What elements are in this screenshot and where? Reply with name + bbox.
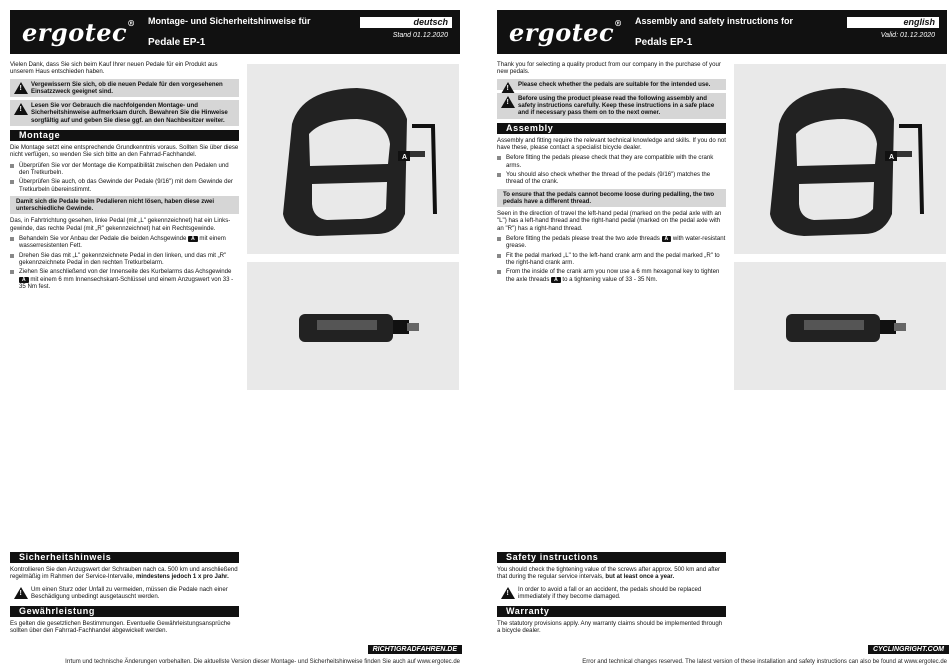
list-item: From the inside of the crank arm you now use a 6 mm hexagonal key to tighten the axle threads A to a tightening value of 33 - 35 Nm. <box>497 268 726 283</box>
version-date: Stand 01.12.2020 <box>392 32 448 39</box>
step-list <box>10 235 239 290</box>
thread-paragraph: Seen in the direction of travel the left-hand pedal (marked on the pedal axle with an "L") has a left-hand thread and the right-hand pedal (marked on the pedal axle with an "R") has a right-hand thread. <box>497 210 722 232</box>
footer-note: Error and technical changes reserved. The latest version of these installation and safety instructions can also be found at www.ergotec.de <box>582 659 947 665</box>
bottom-section <box>10 548 239 638</box>
warning-box: ! Vergewissern Sie sich, ob die neuen Pedale für den vorgesehenen Einsatzzweck geeignet sind. <box>10 79 239 98</box>
thread-note: To ensure that the pedals cannot become loose during pedalling, the two pedals have a different thread. <box>497 189 726 208</box>
section-heading-assembly: Assembly <box>497 123 726 134</box>
warranty-paragraph: The statutory provisions apply. Any warranty claims should be implemented through a bicycle dealer. <box>497 620 723 635</box>
section-heading-warranty: Gewährleistung <box>10 606 239 617</box>
page-german <box>5 0 475 669</box>
list-item: You should also check whether the thread of the pedals (9/16") matches the thread of the crank. <box>497 171 726 186</box>
list-item: Überprüfen Sie auch, ob das Gewinde der Pedale (9/16") mit dem Gewinde der Tretkurbeln übereinstimmt. <box>10 178 239 193</box>
svg-text:A: A <box>402 154 408 161</box>
warning-box: ! Lesen Sie vor Gebrauch die nachfolgenden Montage- und Sicherheitshinweise aufmerksam durch. Bewahren Sie die Hinweise sorgfältig auf und geben Sie diese ggf. an den Nachbesitzer weiter. <box>10 100 239 126</box>
check-list <box>497 154 726 185</box>
label-a-badge: A <box>19 277 29 283</box>
montage-paragraph: Die Montage setzt eine entsprechende Grundkenntnis voraus. Sollten Sie über diese nicht verfügen, so wenden Sie sich bitte an den Fahrrad-Fachhandel. <box>10 144 239 159</box>
label-a-badge: A <box>551 277 561 283</box>
section-heading-warranty: Warranty <box>497 606 726 617</box>
step-list <box>497 235 726 283</box>
list-item: Überprüfen Sie vor der Montage die Kompatibilität zwischen den Pedalen und den Tretkurbeln. <box>10 162 239 177</box>
website-badge: RICHTIGRADFAHREN.DE <box>368 645 462 654</box>
language-label: english <box>847 17 939 28</box>
footer-note: Irrtum und technische Änderungen vorbehalten. Die aktuellste Version dieser Montage- und Sicherheitshinweise finden Sie auch auf www.ergotec.de <box>65 659 460 665</box>
warranty-paragraph: Es gelten die gesetzlichen Bestimmungen. Eventuelle Gewährleistungsansprüche sollten über den Fahrrad-Fachhandel abgewickelt werden. <box>10 620 231 635</box>
safety-paragraph: You should check the tightening value of the screws after approx. 500 km and after that during the regular service intervals, but at least once a year. <box>497 566 721 581</box>
safety-paragraph: Kontrollieren Sie den Anzugswert der Schrauben nach ca. 500 km und anschließend regelmäßig im Rahmen der Service-Intervalle, mindestens jedoch 1 x pro Jahr. <box>10 566 238 581</box>
list-item: Before fitting the pedals please check that they are compatible with the crank arms. <box>497 154 726 169</box>
svg-text:A: A <box>889 154 895 161</box>
pedal-side-image <box>734 262 946 390</box>
warning-icon <box>501 96 515 108</box>
thread-paragraph: Das, in Fahrtrichtung gesehen, linke Pedal (mit „L" gekennzeichnet) hat ein Linksgewinde, das rechte Pedal (mit „R" gekennzeichnet) hat ein Rechtsgewinde. <box>10 217 231 232</box>
section-heading-montage: Montage <box>10 130 239 141</box>
pedal-top-image <box>247 64 459 254</box>
language-label: deutsch <box>360 17 452 28</box>
pedal-top-illustration <box>734 64 946 254</box>
warning-box: ! In order to avoid a fall or an accident, the pedals should be replaced immediately if they become damaged. <box>497 584 726 603</box>
header-title: Assembly and safety instructions for <box>635 16 794 26</box>
label-a-badge: A <box>188 236 198 242</box>
warning-icon <box>14 82 28 94</box>
warning-icon <box>501 82 515 94</box>
section-heading-safety: Safety instructions <box>497 552 726 563</box>
website-badge: CYCLINGRIGHT.COM <box>868 645 949 654</box>
header-title: Montage- und Sicherheitshinweise für <box>148 16 311 26</box>
header-bar <box>497 10 947 54</box>
list-item: Fit the pedal marked „L" to the left-hand crank arm and the pedal marked „R" to the right-hand crank arm. <box>497 252 726 267</box>
main-column <box>497 61 726 286</box>
pedal-side-image <box>247 262 459 390</box>
header-model: Pedals EP-1 <box>635 37 693 48</box>
label-a-badge: A <box>662 236 672 242</box>
check-list <box>10 162 239 193</box>
intro-text: Vielen Dank, dass Sie sich beim Kauf Ihrer neuen Pedale für ein Produkt aus unserem Haus entschieden haben. <box>10 61 218 76</box>
main-column <box>10 61 239 293</box>
header-bar <box>10 10 460 54</box>
section-heading-safety: Sicherheitshinweis <box>10 552 239 563</box>
header-model: Pedale EP-1 <box>148 37 206 48</box>
warning-box: ! Um einen Sturz oder Unfall zu vermeiden, müssen die Pedale nach einer Beschädigung unbedingt ausgetauscht werden. <box>10 584 239 603</box>
warning-icon <box>501 587 515 599</box>
version-date: Valid: 01.12.2020 <box>880 32 935 39</box>
warning-box: ! Before using the product please read the following assembly and safety instructions carefully. Keep these instructions in a safe place and if necessary pass them on to the next owner. <box>497 93 726 119</box>
list-item: Before fitting the pedals please treat the two axle threads A with water-resistant grease. <box>497 235 726 250</box>
list-item: Ziehen Sie anschließend von der Innenseite des Kurbelarms das Achsgewinde A mit einem 6 mm Innensechskant-Schlüssel und einem Anzugswert von 33 - 35 Nm fest. <box>10 268 239 290</box>
brand-logo: ergotec® <box>509 18 623 47</box>
list-item: Behandeln Sie vor Anbau der Pedale die beiden Achsgewinde A mit einem wasserresistenten Fett. <box>10 235 239 250</box>
pedal-side-illustration <box>734 262 946 390</box>
assembly-paragraph: Assembly and fitting require the relevant technical knowledge and skills. If you do not have these, please contact a specialist bicycle dealer. <box>497 136 726 152</box>
brand-logo: ergotec® <box>22 18 136 47</box>
pedal-top-image <box>734 64 946 254</box>
warning-icon <box>14 103 28 115</box>
list-item: Drehen Sie das mit „L" gekennzeichnete Pedal in den linken, und das mit „R" gekennzeichnete Pedal in den rechten Tretkurbelarm. <box>10 252 239 267</box>
warning-icon <box>14 587 28 599</box>
warning-box: ! Please check whether the pedals are suitable for the intended use. <box>497 79 726 90</box>
pedal-side-illustration <box>247 262 459 390</box>
thread-note: Damit sich die Pedale beim Pedalieren nicht lösen, haben diese zwei unterschiedliche Gewinde. <box>10 196 239 215</box>
pedal-top-illustration <box>247 64 459 254</box>
page-english <box>492 0 950 669</box>
intro-text: Thank you for selecting a quality product from our company in the purchase of your new pedals. <box>497 61 721 76</box>
bottom-section <box>497 548 726 638</box>
